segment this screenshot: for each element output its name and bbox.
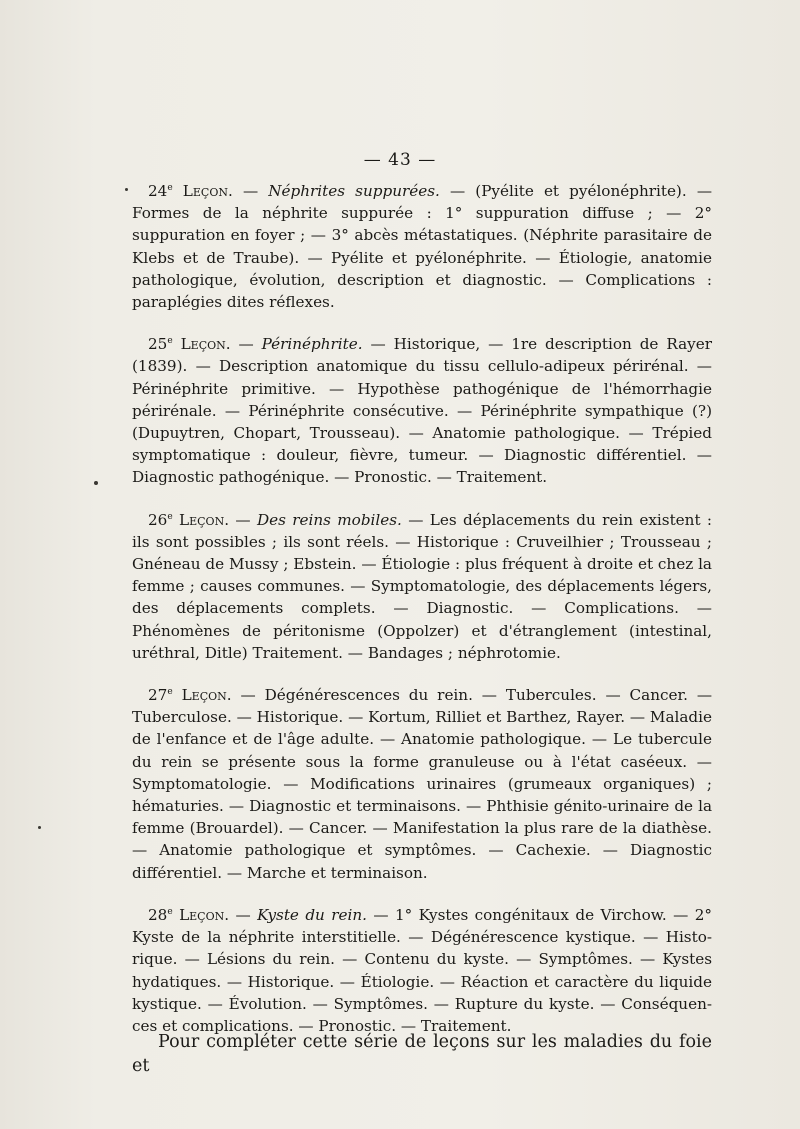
lesson-subject: Néphrites suppurées. [268, 182, 440, 200]
margin-dot [38, 826, 41, 829]
lesson-28: 28e Leçon. — Kyste du rein. — 1° Kystes congénitaux de Virchow. — 2° Kyste de la néphrite interstitielle. — Dégénérescence kystique. — Historique. — Lésions du rein. — Contenu du kyste. — Symptômes. — Kystes hydatiques. — Historique. — Étiologie. — Réaction et caractère du liquide kystique. — Évolution. — Symptômes. — Rupture du kyste. — Conséquences et complications. — Pronostic. — Traitement. [132, 905, 712, 1035]
page-number: — 43 — [363, 150, 437, 170]
lesson-body: Dégénérescences du rein. — Tubercules. — Cancer. — Tuberculose. — Historique. — Kortum, Rilliet et Barthez, Rayer. — Maladie de l'enfance et de l'âge adulte. — Anatomie pathologique. — Le tubercule du rein se présente sous la forme granuleuse ou à l'état caséeux. — Symptomatologie. — Modifications urinaires (grumeaux organiques) ; hématuries. — Diagnostic et terminaisons. — Phthisie génito-urinaire de la femme (Brouardel). — Cancer. — Manifestation la plus rare de la diathèse. — Anatomie pathologique et symptômes. — Cachexie. — Diagnostic différentiel. — Marche et terminaison. [132, 686, 713, 882]
margin-dot [94, 481, 98, 485]
lesson-number: 28e [148, 905, 173, 924]
lesson-24: 24e Leçon. — Néphrites suppurées. — (Pyélite et pyélonéphrite). — Formes de la néphrite suppurée : 1° suppuration diffuse ; — 2° suppuration en foyer ; — 3° abcès métastatiques. (Néphrite parasitaire de Klebs et de Traube). — Pyélite et pyélonéphrite. — Étiologie, anatomie pathologique, évolution, description et diagnostic. — Complications : paraplégies dites réflexes. [132, 182, 713, 312]
lesson-26: 26e Leçon. — Des reins mobiles. — Les déplacements du rein existent : ils sont possibles ; ils sont réels. — Historique : Cruveilhier ; Trousseau ; Gnéneau de Mussy ; Ebstein. — Étiologie : plus fréquent à droite et chez la femme ; causes communes. — Symptomatologie, des déplacements légers, des déplacements complets. — Diagnostic. — Complications. — Phénomènes de péritonisme (Oppolzer) et d'étranglement (intestinal, uréthral, Ditle) Traitement. — Bandages ; néphrotomie. [132, 510, 713, 662]
lesson-25: 25e Leçon. — Périnéphrite. — Historique, — 1re description de Rayer (1839). — Description anatomique du tissu cellulo-adipeux périrénal. — Périnéphrite primitive. — Hypothèse pathogénique de l'hémorrhagie périrénale. — Périnéphrite consécutive. — Périnéphrite sympathique (?) (Dupuytren, Chopart, Trousseau). — Anatomie pathologique. — Trépied symptomatique : douleur, fièvre, tumeur. — Diagnostic différentiel. — Diagnostic pathogénique. — Pronostic. — Traitement. [132, 335, 712, 487]
lesson-number: 26e [148, 510, 173, 529]
lesson-subject: Périnéphrite. [261, 335, 363, 354]
lesson-word: Leçon. [181, 686, 232, 705]
lesson-subject: Des reins mobiles. [256, 510, 402, 529]
lesson-subject: Kyste du rein. [257, 905, 367, 924]
lesson-body: — (Pyélite et pyélonéphrite). — Formes de la néphrite suppurée : 1° suppuration diffuse ; — 2° suppuration en foyer ; — 3° abcès métastatiques. (Néphrite parasitaire de Klebs et de Traube). — Pyélite et pyélonéphrite. — Étiologie, anatomie pathologique, évolution, description et diagnostic. — Complications : paraplégies dites réflexes. [132, 182, 713, 312]
lesson-body: — Les déplacements du rein existent : ils sont possibles ; ils sont réels. — Historique : Cruveilhier ; Trousseau ; Gnéneau de Mussy ; Ebstein. — Étiologie : plus fréquent à droite et chez la femme ; causes communes. — Symptomatologie, des déplacements légers, des déplacements complets. — Diagnostic. — Complications. — Phénomènes de péritonisme (Oppolzer) et d'étranglement (intestinal, uréthral, Ditle) Traitement. — Bandages ; néphrotomie. [132, 510, 713, 662]
lesson-number: 27e [148, 686, 173, 705]
closing-paragraph: Pour compléter cette série de leçons sur les maladies du foie et [132, 1031, 712, 1076]
lesson-body: — Historique, — 1re description de Rayer (1839). — Description anatomique du tissu cellulo-adipeux périrénal. — Périnéphrite primitive. — Hypothèse pathogénique de l'hémorrhagie périrénale. — Périnéphrite consécutive. — Périnéphrite sympathique (?) (Dupuytren, Chopart, Trousseau). — Anatomie pathologique. — Trépied symptomatique : douleur, fièvre, tumeur. — Diagnostic différentiel. — Diagnostic pathogénique. — Pronostic. — Traitement. [132, 335, 712, 487]
lesson-body: — 1° Kystes congénitaux de Virchow. — 2° Kyste de la néphrite interstitielle. — Dégénérescence kystique. — Historique. — Lésions du rein. — Contenu du kyste. — Symptômes. — Kystes hydatiques. — Historique. — Étiologie. — Réaction et caractère du liquide kystique. — Évolution. — Symptômes. — Rupture du kyste. — Conséquences et complications. — Pronostic. — Traitement. [132, 905, 712, 1035]
lesson-word: Leçon. [179, 510, 230, 529]
lesson-number: 24e [148, 182, 173, 200]
lesson-word: Leçon. [179, 905, 230, 924]
lesson-list [132, 180, 712, 1057]
lesson-number: 25e [148, 335, 173, 354]
lesson-word: Leçon. [182, 182, 233, 200]
margin-dot [125, 188, 128, 191]
lesson-word: Leçon. [180, 335, 231, 354]
lesson-27: 27e Leçon. — Dégénérescences du rein. — Tubercules. — Cancer. — Tuberculose. — Historique. — Kortum, Rilliet et Barthez, Rayer. — Maladie de l'enfance et de l'âge adulte. — Anatomie pathologique. — Le tubercule du rein se présente sous la forme granuleuse ou à l'état caséeux. — Symptomatologie. — Modifications urinaires (grumeaux organiques) ; hématuries. — Diagnostic et terminaisons. — Phthisie génito-urinaire de la femme (Brouardel). — Cancer. — Manifestation la plus rare de la diathèse. — Anatomie pathologique et symptômes. — Cachexie. — Diagnostic différentiel. — Marche et terminaison. [132, 686, 713, 882]
